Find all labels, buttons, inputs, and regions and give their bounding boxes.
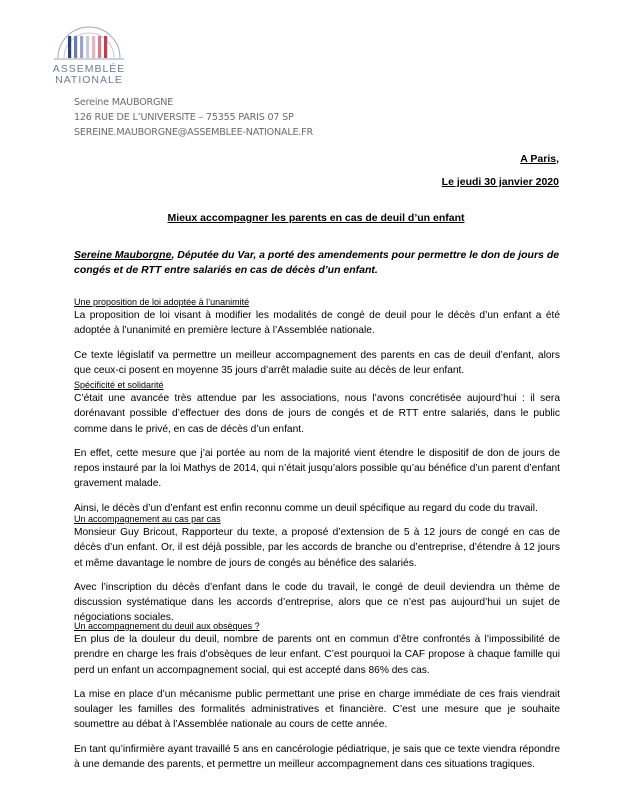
paragraph: C’était une avancée très attendue par les associations, nous l’avons concrétisée aujourd’hui : il sera dorénavant possible d’effectuer des dons de jours de congés et de RTT entre salariés, dans le public comme dans le privé, en cas de décès d’un enfant. — [74, 393, 560, 435]
section-heading: Un accompagnement au cas par cas — [74, 514, 221, 524]
paragraph: Ce texte législatif va permettre un meilleur accompagnement des parents en cas de deuil d’enfant, alors que ceux-ci posent en moyenne 35 jours d’arrêt maladie suite au décès de leur enfant. — [74, 349, 560, 376]
paragraph: En tant qu’infirmière ayant travaillé 5 ans en cancérologie pédiatrique, je sais que ce texte viendra répondre à une demande des parents, et permettre un meilleur accompagnement dans ces situations tragiques. — [74, 743, 560, 771]
logo-stripe — [68, 36, 71, 58]
logo-stripe — [80, 36, 83, 58]
section-heading: Un accompagnement du deuil aux obsèques ? — [74, 621, 260, 631]
logo-stripe — [104, 36, 107, 58]
section-cas-par-cas — [74, 514, 560, 626]
assemblee-nationale-logo — [44, 14, 134, 92]
logo-line-1: ASSEMBLÉE — [52, 63, 126, 75]
sender-name: Sereine MAUBORGNE — [74, 97, 174, 108]
logo-stripe — [86, 36, 89, 58]
intro-paragraph — [74, 248, 560, 278]
paragraph: En plus de la douleur du deuil, nombre de parents ont en commun d’être confrontés à l’impossibilité de prendre en charge les frais d’obsèques de leur enfant. C’est pourquoi la CAF propose à chaque famille qui perd un enfant un accompagnement social, qui est accepté dans 86% des cas. — [74, 634, 560, 676]
paragraph: En effet, cette mesure que j’ai portée au nom de la majorité vient étendre le dispositif de don de jours de repos instauré par la loi Mathys de 2014, qui n’était jusqu’alors possible qu’au bénéfice d’un parent d’enfant gravement malade. — [74, 447, 560, 490]
logo-stripe — [98, 36, 101, 58]
paragraph: La proposition de loi visant à modifier les modalités de congé de deuil pour le décès d’un enfant a été adoptée à l’unanimité en première lecture à l’Assemblée nationale. — [74, 310, 560, 337]
logo-stripe — [92, 36, 95, 58]
section-obseques — [74, 621, 560, 772]
section-solidarite — [74, 380, 560, 516]
intro-text: , Députée du Var, a porté des amendements pour permettre le don de jours de congés et de RTT entre salariés en cas de décès d’un enfant. — [74, 249, 560, 276]
section-heading: Spécificité et solidarité — [74, 380, 164, 390]
sender-block — [74, 95, 313, 140]
sender-email[interactable]: SEREINE.MAUBORGNE@ASSEMBLEE-NATIONALE.FR — [74, 127, 313, 138]
logo-line-2: NATIONALE — [55, 74, 123, 86]
paragraph: Avec l’inscription du décès d’enfant dans le code du travail, le congé de deuil deviendra un thème de discussion systématique dans les accords d’entreprise, alors que ce n’est pas aujourd’hui un sujet de négociations sociales. — [74, 581, 560, 624]
paragraph: Ainsi, le décès d’un d’enfant est enfin reconnu comme un deuil spécifique au regard du code du travail. — [74, 502, 538, 514]
place-line: A Paris, — [520, 153, 559, 165]
logo-stripe — [74, 36, 77, 58]
date-line: Le jeudi 30 janvier 2020 — [441, 176, 559, 188]
section-heading: Une proposition de loi adoptée à l’unanimité — [74, 297, 250, 307]
intro-name: Sereine Mauborgne — [74, 249, 172, 261]
sender-address: 126 RUE DE L’UNIVERSITE – 75355 PARIS 07 SP — [74, 112, 294, 123]
section-unanimite — [74, 297, 560, 378]
paragraph: Monsieur Guy Bricout, Rapporteur du texte, a proposé d’extension de 5 à 12 jours de congé en cas de décès d’un enfant. Or, il est déjà possible, par les accords de branche ou d’entreprise, d’étendre à 12 jours et même davantage le nombre de jours de congés au bénéfice des salariés. — [74, 527, 560, 569]
hemicycle-icon — [44, 14, 134, 66]
document-title: Mieux accompagner les parents en cas de deuil d’un enfant — [167, 212, 465, 224]
paragraph: La mise en place d’un mécanisme public permettant une prise en charge immédiate de ces frais viendrait soulager les familles des formalités administratives et financière. C’est une mesure que je souhaite soumettre au débat à l’Assemblée nationale au cours de cette année. — [74, 688, 560, 731]
